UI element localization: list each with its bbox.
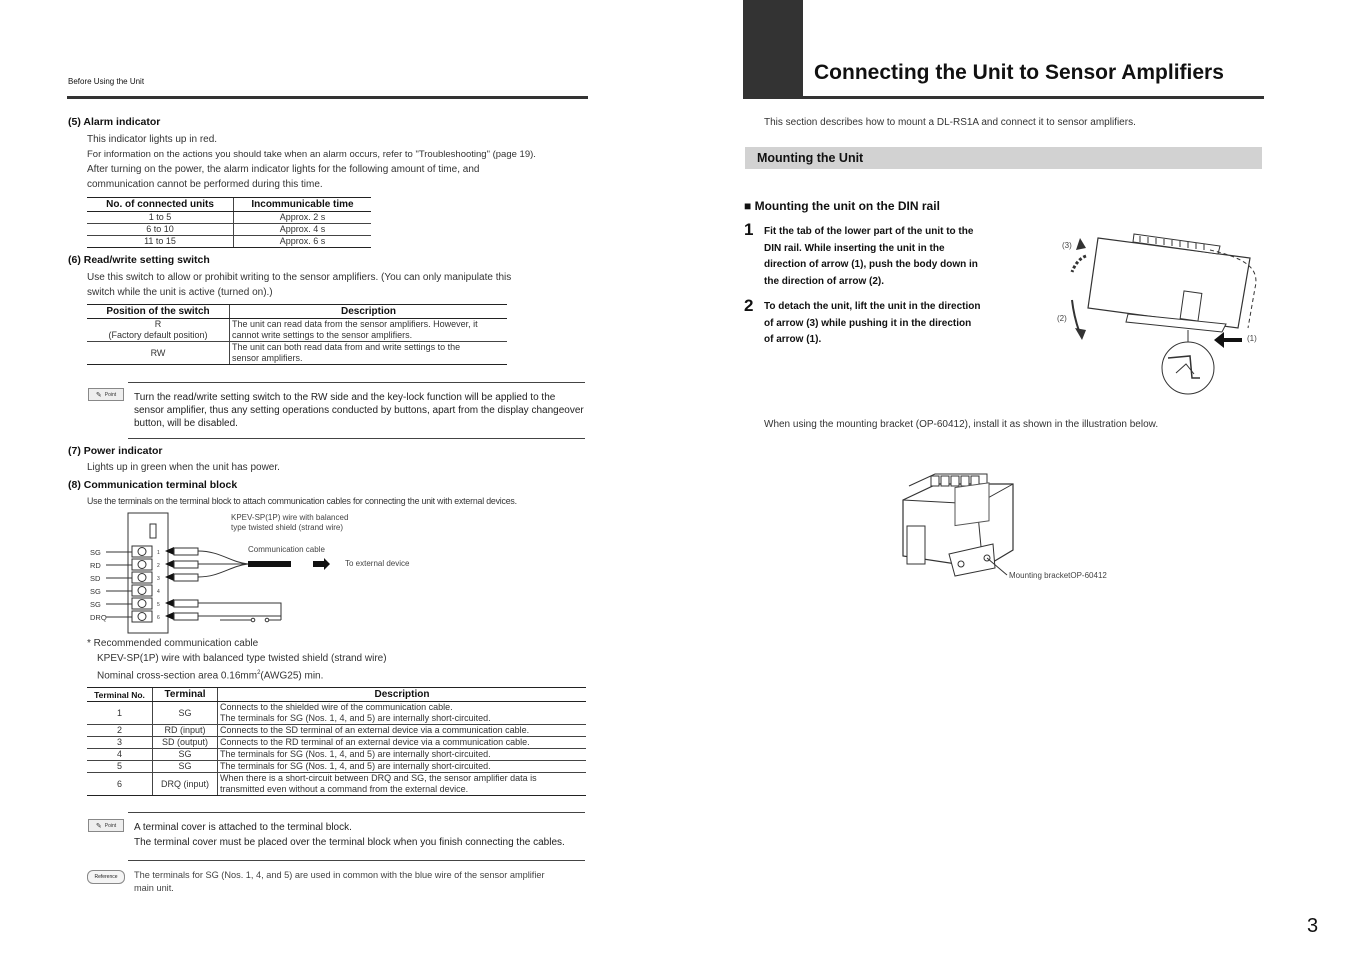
cell-line: The terminals for SG (Nos. 1, 4, and 5) are internally short-circuited. xyxy=(220,713,491,723)
chapter-block xyxy=(743,0,803,97)
table-cell: Connects to the RD terminal of an external device via a communication cable. xyxy=(218,737,587,749)
reference-text xyxy=(134,869,545,895)
table-cell: SG xyxy=(153,761,218,773)
cell-line: When there is a short-circuit between DRQ and SG, the sensor amplifier data is xyxy=(220,773,537,783)
table-row xyxy=(87,702,586,725)
rw-table xyxy=(87,304,507,365)
step-line: of arrow (3) while pushing it in the direction xyxy=(764,317,972,329)
screw-head xyxy=(138,587,146,595)
cell-line: cannot write settings to the sensor amplifiers. xyxy=(232,330,413,340)
terminal-label: DRQ xyxy=(90,613,107,622)
table-cell: 1 to 5 xyxy=(87,212,234,224)
step-number: 1 xyxy=(744,220,754,239)
table-row xyxy=(87,224,371,236)
terminal-label: SG xyxy=(90,600,101,609)
mounting-bracket-illustration xyxy=(895,460,1025,585)
table-cell xyxy=(230,342,508,365)
header-rule xyxy=(67,96,588,99)
screw-head xyxy=(138,548,146,556)
table-cell: SG xyxy=(153,749,218,761)
table-cell: 5 xyxy=(87,761,153,773)
table-cell: Connects to the SD terminal of an external device via a communication cable. xyxy=(218,725,587,737)
step-line: DIN rail. While inserting the unit in the xyxy=(764,242,945,254)
arrow-down-icon xyxy=(1075,328,1086,340)
reference-icon-label: Reference xyxy=(94,874,118,880)
page-title: Connecting the Unit to Sensor Amplifiers xyxy=(814,61,1224,84)
screw-head xyxy=(138,574,146,582)
rw-line: Use this switch to allow or prohibit writing to the sensor amplifiers. (You can only manipulate this xyxy=(87,272,512,283)
table-row xyxy=(87,773,586,796)
arrow-label-2: (2) xyxy=(1057,314,1067,323)
alarm-heading: (5) Alarm indicator xyxy=(68,116,161,128)
table-cell: SD (output) xyxy=(153,737,218,749)
cable-label: Communication cable xyxy=(248,545,325,554)
terminal-labels xyxy=(90,548,132,622)
power-heading: (7) Power indicator xyxy=(68,445,163,457)
table-cell: 11 to 15 xyxy=(87,236,234,248)
rw-text xyxy=(87,270,587,300)
screw-head xyxy=(138,600,146,608)
table-row xyxy=(87,725,586,737)
note-line: * Recommended communication cable xyxy=(87,638,259,649)
table-header: Incommunicable time xyxy=(234,198,372,212)
step-line: of arrow (1). xyxy=(764,334,822,345)
note-line xyxy=(87,666,387,683)
step-line: To detach the unit, lift the unit in the direction xyxy=(764,301,981,312)
note-text: Nominal cross-section area 0.16mm xyxy=(97,670,258,682)
table-cell xyxy=(87,319,230,342)
table-row xyxy=(87,761,586,773)
note-line: KPEV-SP(1P) wire with balanced type twisted shield (strand wire) xyxy=(97,653,387,664)
point-icon-label: Point xyxy=(104,822,117,829)
terminal-number: 3 xyxy=(157,576,160,582)
point-icon-label: Point xyxy=(104,391,117,398)
table-cell: 6 to 10 xyxy=(87,224,234,236)
comm-text: Use the terminals on the terminal block to attach communication cables for connecting the unit with external devices. xyxy=(87,496,517,506)
external-device-label: To external device xyxy=(345,559,410,568)
table-cell: 3 xyxy=(87,737,153,749)
intro-text: This section describes how to mount a DL-RS1A and connect it to sensor amplifiers. xyxy=(764,117,1136,128)
table-cell: 1 xyxy=(87,702,153,725)
terminal-table xyxy=(87,687,586,796)
step-text xyxy=(764,299,980,349)
table-header: Terminal No. xyxy=(87,688,153,702)
step-line: the direction of arrow (2). xyxy=(764,275,885,287)
table-cell: Approx. 2 s xyxy=(234,212,372,224)
terminal-label: SG xyxy=(90,548,101,557)
table-cell: 4 xyxy=(87,749,153,761)
table-cell: 2 xyxy=(87,725,153,737)
din-rail-illustration xyxy=(1050,228,1265,398)
arrow-left-icon xyxy=(1214,332,1224,348)
table-header: Terminal xyxy=(153,688,218,702)
cable-note xyxy=(87,636,387,683)
table-cell: SG xyxy=(153,702,218,725)
section-title: Mounting the Unit xyxy=(757,151,864,165)
table-row xyxy=(87,319,507,342)
point-line: The terminal cover must be placed over the terminal block when you finish connecting the cables. xyxy=(134,837,565,848)
table-row xyxy=(87,212,371,224)
wire-label-line: type twisted shield (strand wire) xyxy=(231,523,344,532)
alarm-text xyxy=(87,132,587,192)
step-line: direction of arrow (1), push the body down in xyxy=(764,259,978,270)
title-rule xyxy=(743,96,1264,99)
page-number: 3 xyxy=(1307,915,1319,937)
terminal-number: 5 xyxy=(157,602,160,608)
table-cell: The terminals for SG (Nos. 1, 4, and 5) are internally short-circuited. xyxy=(218,749,587,761)
table-header: Description xyxy=(218,688,587,702)
step-line: Fit the tab of the lower part of the unit to the xyxy=(764,226,974,237)
note-sup: 2 xyxy=(257,670,261,676)
screw-head xyxy=(138,613,146,621)
communication-cable xyxy=(248,561,291,567)
table-cell: RD (input) xyxy=(153,725,218,737)
table-header: Position of the switch xyxy=(87,305,230,319)
arrow-up-icon xyxy=(1076,238,1086,250)
cell-line: The unit can read data from the sensor amplifiers. However, it xyxy=(232,319,478,329)
wire-label xyxy=(231,513,348,533)
reference-line: The terminals for SG (Nos. 1, 4, and 5) are used in common with the blue wire of the sensor amplifier xyxy=(134,870,545,880)
terminal-number: 4 xyxy=(157,589,160,595)
arrow-label-1: (1) xyxy=(1247,334,1257,343)
alarm-line: This indicator lights up in red. xyxy=(87,134,218,145)
point-text xyxy=(134,820,565,850)
arrow-right-icon xyxy=(313,558,330,570)
running-header: Before Using the Unit xyxy=(68,77,145,86)
alarm-line: communication cannot be performed during this time. xyxy=(87,179,323,190)
subheading-text: Mounting the unit on the DIN rail xyxy=(754,199,940,213)
table-cell: RW xyxy=(87,342,230,365)
reference-line: main unit. xyxy=(134,883,174,893)
reference-icon xyxy=(87,870,125,884)
bracket-text: When using the mounting bracket (OP-60412), install it as shown in the illustration below. xyxy=(764,419,1159,430)
table-cell xyxy=(218,702,587,725)
subheading xyxy=(744,199,940,213)
cell-line: (Factory default position) xyxy=(108,330,208,340)
point-icon: ✎ Point xyxy=(88,388,124,401)
table-row xyxy=(87,737,586,749)
rw-switch xyxy=(150,524,156,538)
step-number: 2 xyxy=(744,296,754,315)
table-cell: DRQ (input) xyxy=(153,773,218,796)
table-header: No. of connected units xyxy=(87,198,234,212)
table-cell: Approx. 6 s xyxy=(234,236,372,248)
terminal-label: SG xyxy=(90,587,101,596)
connectors xyxy=(165,547,330,622)
point-text: Turn the read/write setting switch to the RW side and the key-lock function will be applied to the sensor amplifier, thus any setting operations conducted by buttons, apart from the display changeover button, will be disabled. xyxy=(134,392,584,429)
cell-line: transmitted even without a command from the external device. xyxy=(220,784,469,794)
cell-line: Connects to the shielded wire of the communication cable. xyxy=(220,702,453,712)
table-row xyxy=(87,342,507,365)
table-cell: The terminals for SG (Nos. 1, 4, and 5) are internally short-circuited. xyxy=(218,761,587,773)
terminal-label: SD xyxy=(90,574,101,583)
comm-heading: (8) Communication terminal block xyxy=(68,479,238,491)
terminal-number: 1 xyxy=(157,550,160,556)
terminal-number: 6 xyxy=(157,615,160,621)
square-bullet-icon: ■ xyxy=(744,199,752,213)
step-text xyxy=(764,224,978,290)
note-text: (AWG25) min. xyxy=(260,670,324,682)
table-cell: 6 xyxy=(87,773,153,796)
screw-head xyxy=(138,561,146,569)
arrow-label-3: (3) xyxy=(1062,241,1072,250)
alarm-line: For information on the actions you should take when an alarm occurs, refer to "Troubleshooting" (page 19). xyxy=(87,149,536,160)
terminal-label: RD xyxy=(90,561,101,570)
table-row xyxy=(87,749,586,761)
section-bar xyxy=(745,147,1262,169)
bracket-label: Mounting bracketOP-60412 xyxy=(1009,571,1107,580)
rw-heading: (6) Read/write setting switch xyxy=(68,254,210,266)
terminal-number: 2 xyxy=(157,563,160,569)
power-text: Lights up in green when the unit has power. xyxy=(87,462,280,473)
cell-line: R xyxy=(154,319,162,329)
table-row xyxy=(87,236,371,248)
table-cell xyxy=(230,319,508,342)
table-header: Description xyxy=(230,305,508,319)
table-cell: Approx. 4 s xyxy=(234,224,372,236)
point-line: A terminal cover is attached to the terminal block. xyxy=(134,822,352,833)
table-cell xyxy=(218,773,587,796)
rw-line: switch while the unit is active (turned on).) xyxy=(87,287,273,298)
wire-label-line: KPEV-SP(1P) wire with balanced xyxy=(231,513,349,522)
cell-line: sensor amplifiers. xyxy=(232,353,303,363)
cell-line: The unit can both read data from and write settings to the xyxy=(232,342,461,352)
alarm-line: After turning on the power, the alarm indicator lights for the following amount of time, and xyxy=(87,164,480,175)
point-icon: ✎ Point xyxy=(88,819,124,832)
alarm-table xyxy=(87,197,371,248)
